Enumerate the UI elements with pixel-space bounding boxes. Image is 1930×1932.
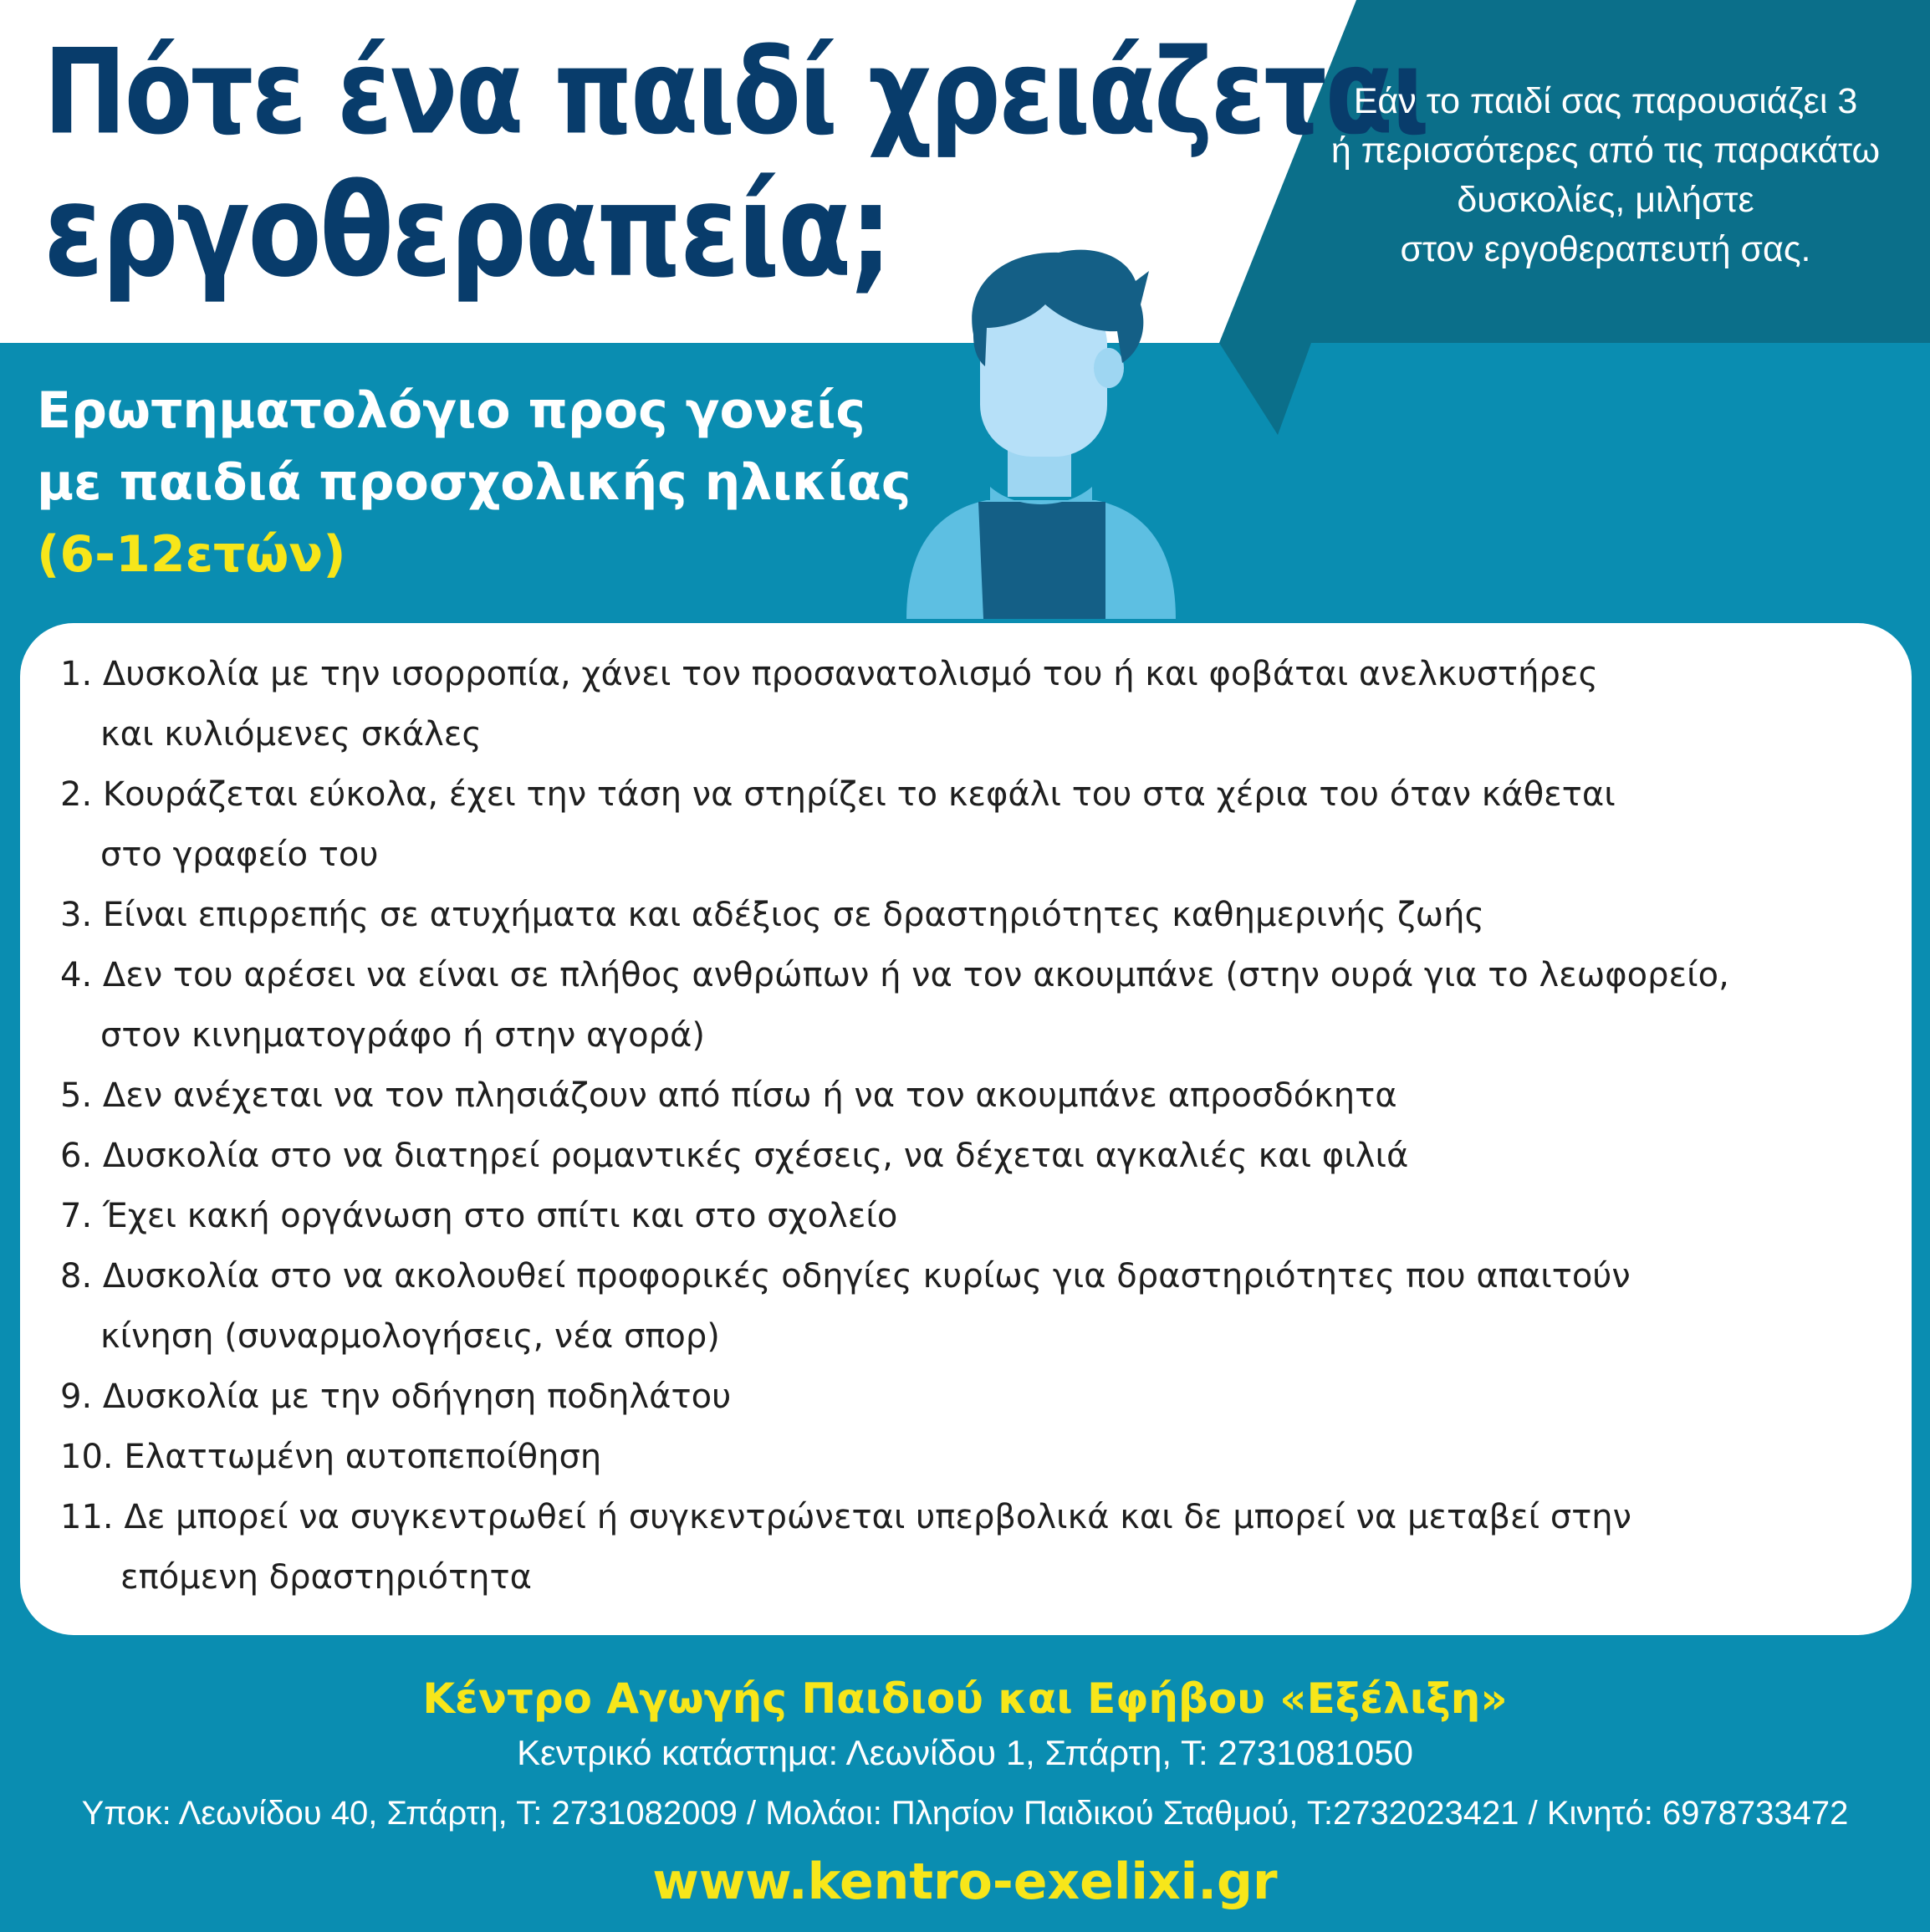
center-name: Κέντρο Αγωγής Παιδιού και Εφήβου «Εξέλιξη» — [422, 1674, 1508, 1723]
symptom-item: 10. Ελαττωμένη αυτοπεποίθηση — [60, 1438, 602, 1476]
symptom-item: 6. Δυσκολία στο να διατηρεί ρομαντικές σχέσεις, να δέχεται αγκαλιές και φιλιά — [60, 1137, 1409, 1175]
parent-avatar-icon — [886, 234, 1196, 636]
subtitle-line-1: Ερωτηματολόγιο προς γονείς — [37, 381, 865, 440]
symptom-item-continued: και κυλιόμενες σκάλες — [100, 715, 482, 754]
bubble-line: στον εργοθεραπευτή σας. — [1400, 229, 1811, 269]
age-range: (6-12ετών) — [37, 525, 346, 584]
symptom-item: 3. Είναι επιρρεπής σε ατυχήματα και αδέξιος σε δραστηριότητες καθημερινής ζωής — [60, 896, 1484, 934]
questionnaire-subtitle — [37, 375, 911, 590]
symptom-item-continued: στον κινηματογράφο ή στην αγορά) — [100, 1016, 705, 1055]
symptom-item: 11. Δε μπορεί να συγκεντρωθεί ή συγκεντρώνεται υπερβολικά και δε μπορεί να μεταβεί στην — [60, 1498, 1631, 1536]
website-link[interactable]: www.kentro-exelixi.gr — [652, 1853, 1278, 1911]
bubble-text — [1305, 77, 1907, 274]
symptom-item: 5. Δεν ανέχεται να τον πλησιάζουν από πίσω ή να τον ακουμπάνε απροσδόκητα — [60, 1076, 1397, 1115]
main-title-line-1: Πότε ένα παιδί χρειάζεται — [43, 23, 1428, 161]
symptom-item: 7. Έχει κακή οργάνωση στο σπίτι και στο σχολείο — [60, 1197, 898, 1235]
symptom-item-continued: κίνηση (συναρμολογήσεις, νέα σπορ) — [100, 1317, 720, 1356]
bubble-line: ή περισσότερες από τις παρακάτω — [1330, 130, 1881, 171]
symptom-item-continued: στο γραφείο του — [100, 836, 379, 874]
footer — [0, 1669, 1930, 1919]
bubble-line: Εάν το παιδί σας παρουσιάζει 3 — [1353, 81, 1858, 121]
bubble-line: δυσκολίες, μιλήστε — [1457, 180, 1754, 220]
symptom-list — [60, 644, 1729, 1607]
symptom-item-continued: επόμενη δραστηριότητα — [120, 1558, 532, 1597]
symptom-item: 9. Δυσκολία με την οδήγηση ποδηλάτου — [60, 1377, 732, 1416]
main-store-address: Κεντρικό κατάστημα: Λεωνίδου 1, Σπάρτη, Τ: 2731081050 — [517, 1733, 1413, 1772]
main-title-line-2: εργοθεραπεία; — [43, 157, 891, 306]
symptom-item: 4. Δεν του αρέσει να είναι σε πλήθος ανθρώπων ή να τον ακουμπάνε (στην ουρά για το λεωφορείο, — [60, 956, 1729, 994]
symptom-item: 1. Δυσκολία με την ισορροπία, χάνει τον προσανατολισμό του ή και φοβάται ανελκυστήρες — [60, 655, 1598, 693]
subtitle-line-2: με παιδιά προσχολικής ηλικίας — [37, 453, 911, 512]
symptom-item: 2. Κουράζεται εύκολα, έχει την τάση να στηρίζει το κεφάλι του στα χέρια του όταν κάθεται — [60, 775, 1616, 814]
branch-addresses: Υποκ: Λεωνίδου 40, Σπάρτη, Τ: 2731082009 / Μολάοι: Πλησίον Παιδικού Σταθμού, Τ:2732023421 / Κινητό: 6978733472 — [81, 1795, 1849, 1832]
symptom-item: 8. Δυσκολία στο να ακολουθεί προφορικές οδηγίες κυρίως για δραστηριότητες που απαιτούν — [60, 1257, 1631, 1296]
